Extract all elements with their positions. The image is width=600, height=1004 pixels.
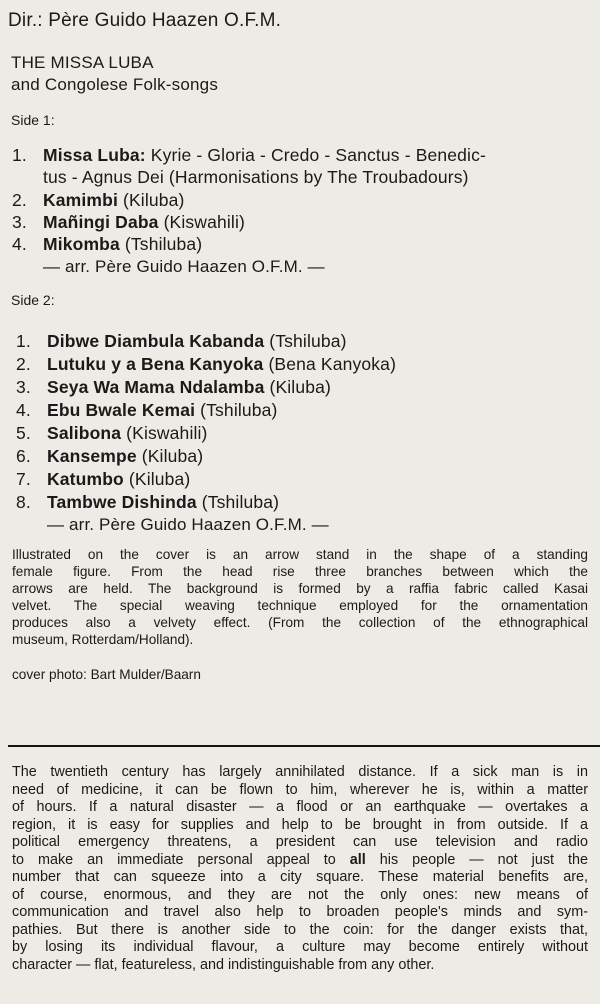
paragraph-line: Illustrated on the cover is an arrow stand in the shape of a standing	[12, 547, 588, 562]
track-language: (Kiluba)	[123, 469, 191, 489]
track-number: 2.	[12, 190, 27, 210]
paragraph-line: region, it is easy for supplies and help to be brought in from outside. If a	[12, 816, 588, 833]
track-title: Seya Wa Mama Ndalamba	[47, 377, 265, 397]
track-number: 7.	[16, 469, 31, 489]
paragraph-line: number that can squeeze into a city square. These material benefits are,	[12, 869, 588, 885]
track-number: 2.	[16, 354, 31, 374]
track-title: Mañingi Daba	[43, 212, 159, 232]
paragraph-line: communication and travel also help to broaden people's minds and sym-	[12, 904, 588, 920]
track-language: (Kiswahili)	[121, 423, 208, 443]
text-fragment: his people — not just the	[365, 851, 588, 868]
track-title: Ebu Bwale Kemai	[47, 400, 196, 420]
paragraph-line: need of medicine, it can be flown to him, wherever he is, within a matter	[12, 781, 588, 798]
track-language: (Kiluba)	[117, 190, 185, 210]
album-subtitle: and Congolese Folk-songs	[11, 75, 219, 94]
paragraph-line: produces also a velvety effect. (From the collection of the ethnographical	[12, 615, 588, 630]
track-title: Kansempe	[47, 446, 137, 466]
paragraph-line: by losing its individual flavour, a culture may become entirely without	[12, 939, 588, 955]
track-number: 3.	[16, 377, 31, 397]
essay-paragraph	[12, 764, 588, 974]
paragraph-line	[12, 852, 588, 870]
paragraph-line: female figure. From the head rise three branches between which the	[12, 564, 588, 579]
track-language: (Tshiluba)	[196, 492, 280, 512]
paragraph-line: of hours. If a natural disaster — a flood or an earthquake — overtakes a	[12, 799, 588, 815]
track-number: 5.	[16, 423, 31, 443]
side-2-label: Side 2:	[11, 292, 55, 308]
track-language: (Kiluba)	[264, 377, 331, 397]
track-number: 3.	[12, 212, 27, 232]
director-credit: Dir.: Père Guido Haazen O.F.M.	[8, 10, 282, 31]
paragraph-line: of course, enormous, and they are not the only ones: new means of	[12, 886, 588, 903]
paragraph-line: arrows are held. The background is formed by a raffia fabric called Kasai	[12, 581, 588, 596]
track-number: 1.	[12, 145, 27, 165]
track-number: 8.	[16, 492, 31, 512]
cover-photo-credit: cover photo: Bart Mulder/Baarn	[12, 667, 201, 682]
track-title: Missa Luba:	[43, 145, 146, 165]
paragraph-line: character — flat, featureless, and indistinguishable from any other.	[12, 956, 435, 973]
arranger-credit: — arr. Père Guido Haazen O.F.M. —	[47, 515, 329, 534]
paragraph-line: pathies. But there is another side to the coin: for the danger exists that,	[12, 921, 588, 938]
track-title: Dibwe Diambula Kabanda	[47, 331, 265, 351]
track-title: Tambwe Dishinda	[47, 492, 197, 512]
arranger-credit: — arr. Père Guido Haazen O.F.M. —	[43, 257, 325, 276]
track-detail: Kyrie - Gloria - Credo - Sanctus - Benedic-	[145, 145, 486, 165]
paragraph-line: museum, Rotterdam/Holland).	[12, 632, 194, 647]
paragraph-line: The twentieth century has largely annihilated distance. If a sick man is in	[12, 764, 588, 780]
track-title: Katumbo	[47, 469, 124, 489]
track-language: (Tshiluba)	[195, 400, 278, 420]
cover-description	[12, 546, 588, 648]
track-number: 6.	[16, 446, 31, 466]
track-language: (Tshiluba)	[264, 331, 347, 351]
emphasis-all: all	[349, 851, 366, 868]
track-title: Lutuku y a Bena Kanyoka	[47, 354, 264, 374]
text-fragment: to make an immediate personal appeal to	[12, 851, 350, 868]
album-title: THE MISSA LUBA	[11, 53, 154, 72]
paragraph-line: velvet. The special weaving technique employed for the ornamentation	[12, 598, 588, 613]
track-title: Mikomba	[43, 234, 120, 254]
track-title: Kamimbi	[43, 190, 118, 210]
track-language: (Kiswahili)	[158, 212, 245, 232]
track-language: (Bena Kanyoka)	[263, 354, 397, 374]
section-divider	[8, 745, 600, 747]
track-number: 4.	[16, 400, 31, 420]
track-language: (Tshiluba)	[119, 234, 203, 254]
track-detail-continued: tus - Agnus Dei (Harmonisations by The Troubadours)	[43, 167, 469, 187]
track-number: 4.	[12, 234, 27, 254]
side-1-label: Side 1:	[11, 112, 55, 128]
paragraph-line: political emergency threatens, a president can use television and radio	[12, 834, 588, 850]
track-number: 1.	[16, 331, 31, 351]
track-title: Salibona	[47, 423, 122, 443]
track-language: (Kiluba)	[136, 446, 204, 466]
